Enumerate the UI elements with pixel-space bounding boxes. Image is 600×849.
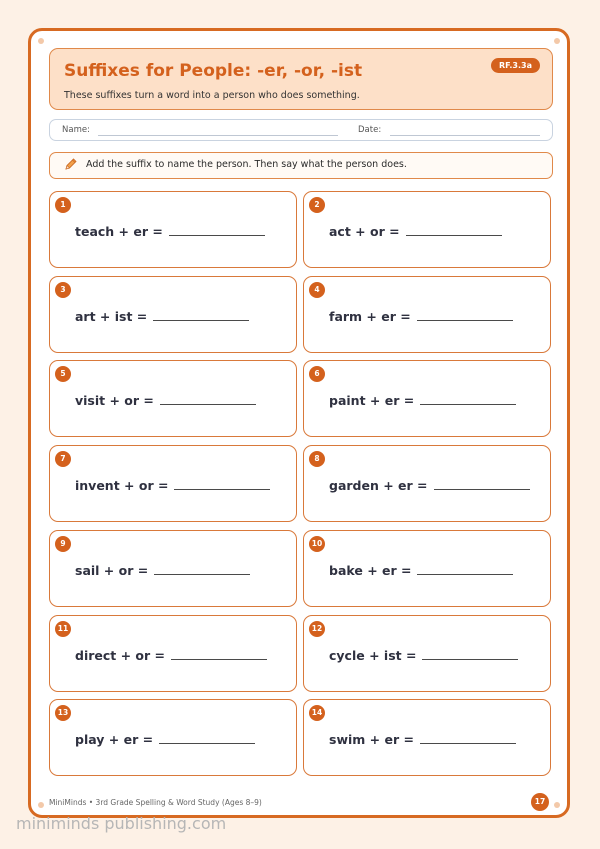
problem-text: farm + er = [329, 308, 411, 324]
page-title: Suffixes for People: -er, -or, -ist [64, 61, 363, 81]
problem-number-badge: 9 [55, 536, 71, 552]
problem-text: swim + er = [329, 732, 414, 748]
pencil-icon [64, 157, 78, 171]
problem-text: sail + or = [75, 562, 149, 578]
problem-card [49, 699, 297, 776]
problem-text: garden + er = [329, 478, 428, 494]
name-field[interactable] [98, 135, 338, 136]
problem-row [75, 562, 250, 578]
problem-row [329, 647, 518, 663]
answer-blank[interactable] [171, 647, 267, 660]
problem-row [75, 308, 249, 324]
problem-number-badge: 8 [309, 451, 325, 467]
instructions-box [49, 152, 553, 179]
problem-row [75, 731, 255, 747]
corner-dot [554, 38, 560, 44]
corner-dot [554, 802, 560, 808]
instructions-text: Add the suffix to name the person. Then say what the person does. [86, 159, 407, 170]
name-label: Name: [62, 125, 90, 135]
problem-card [49, 530, 297, 607]
problem-card [303, 615, 551, 692]
page-subtitle: These suffixes turn a word into a person who does something. [64, 90, 360, 101]
problem-text: paint + er = [329, 393, 415, 409]
problem-card [49, 191, 297, 268]
problem-row [329, 392, 516, 408]
watermark: miniminds publishing.com [16, 814, 227, 833]
corner-dot [38, 38, 44, 44]
problem-number-badge: 12 [309, 621, 325, 637]
answer-blank[interactable] [169, 223, 265, 236]
worksheet-page [28, 28, 570, 818]
problem-card [303, 360, 551, 437]
answer-blank[interactable] [159, 731, 255, 744]
problem-number-badge: 7 [55, 451, 71, 467]
answer-blank[interactable] [420, 731, 516, 744]
problem-row [329, 562, 513, 578]
date-field[interactable] [390, 135, 540, 136]
answer-blank[interactable] [153, 308, 249, 321]
problem-text: direct + or = [75, 647, 166, 663]
answer-blank[interactable] [422, 647, 518, 660]
problem-row [75, 477, 270, 493]
problem-card [303, 445, 551, 522]
problem-number-badge: 2 [309, 197, 325, 213]
problem-text: bake + er = [329, 562, 412, 578]
problem-text: act + or = [329, 224, 400, 239]
problem-card [303, 191, 551, 268]
problem-row [329, 223, 502, 239]
problem-card [303, 530, 551, 607]
problem-number-badge: 1 [55, 197, 71, 213]
problem-number-badge: 14 [309, 705, 325, 721]
problem-number-badge: 3 [55, 282, 71, 298]
problem-text: visit + or = [75, 393, 154, 409]
problem-card [49, 360, 297, 437]
answer-blank[interactable] [434, 477, 530, 490]
problem-number-badge: 5 [55, 366, 71, 382]
problem-text: invent + or = [75, 478, 169, 494]
problem-row [329, 308, 513, 324]
problem-number-badge: 13 [55, 705, 71, 721]
answer-blank[interactable] [160, 392, 256, 405]
answer-blank[interactable] [417, 308, 513, 321]
problem-row [329, 731, 516, 747]
answer-blank[interactable] [417, 562, 513, 575]
problem-text: play + er = [75, 732, 154, 748]
problem-row [75, 223, 265, 239]
answer-blank[interactable] [420, 392, 516, 405]
problem-card [49, 276, 297, 353]
name-date-bar [49, 119, 553, 141]
problem-number-badge: 4 [309, 282, 325, 298]
problem-row [329, 477, 530, 493]
answer-blank[interactable] [174, 477, 270, 490]
problem-card [49, 445, 297, 522]
problem-text: cycle + ist = [329, 647, 417, 663]
standard-badge: RF.3.3a [491, 58, 540, 73]
problem-row [75, 647, 267, 663]
problem-row [75, 392, 256, 408]
problem-card [303, 699, 551, 776]
worksheet-header [49, 48, 553, 110]
answer-blank[interactable] [154, 562, 250, 575]
problem-number-badge: 6 [309, 366, 325, 382]
corner-dot [38, 802, 44, 808]
problem-card [49, 615, 297, 692]
problem-card [303, 276, 551, 353]
page-number: 17 [531, 793, 549, 811]
answer-blank[interactable] [406, 223, 502, 236]
footer-text: MiniMinds • 3rd Grade Spelling & Word Study (Ages 8–9) [49, 798, 262, 807]
date-label: Date: [358, 125, 382, 135]
problem-number-badge: 11 [55, 621, 71, 637]
problem-text: teach + er = [75, 224, 163, 239]
problem-text: art + ist = [75, 308, 148, 324]
problem-number-badge: 10 [309, 536, 325, 552]
